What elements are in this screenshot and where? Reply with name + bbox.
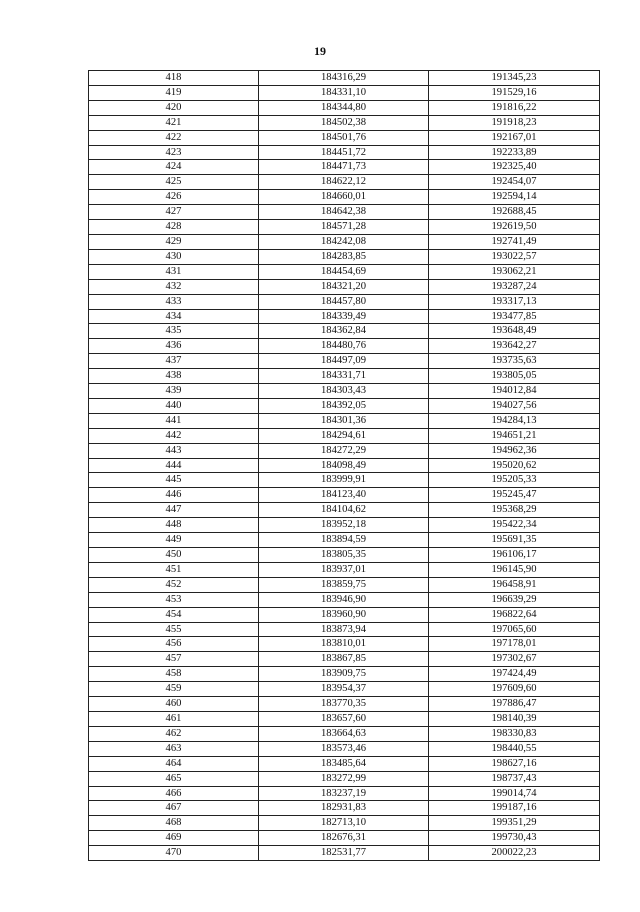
y-coordinate-cell: 194962,36 — [429, 443, 600, 458]
x-coordinate-cell: 184321,20 — [259, 279, 429, 294]
y-coordinate-cell: 196822,64 — [429, 607, 600, 622]
x-coordinate-cell: 183770,35 — [259, 697, 429, 712]
point-number-cell: 452 — [89, 577, 259, 592]
table-row — [89, 309, 600, 324]
table-row — [89, 249, 600, 264]
x-coordinate-cell: 183946,90 — [259, 592, 429, 607]
y-coordinate-cell: 197178,01 — [429, 637, 600, 652]
point-number-cell: 440 — [89, 398, 259, 413]
table-row — [89, 816, 600, 831]
x-coordinate-cell: 183867,85 — [259, 652, 429, 667]
table-row — [89, 413, 600, 428]
point-number-cell: 468 — [89, 816, 259, 831]
y-coordinate-cell: 195422,34 — [429, 518, 600, 533]
table-body — [89, 71, 600, 861]
x-coordinate-cell: 183954,37 — [259, 682, 429, 697]
y-coordinate-cell: 198440,55 — [429, 741, 600, 756]
point-number-cell: 453 — [89, 592, 259, 607]
table-row — [89, 652, 600, 667]
table-row — [89, 443, 600, 458]
point-number-cell: 418 — [89, 71, 259, 86]
table-row — [89, 339, 600, 354]
x-coordinate-cell: 183999,91 — [259, 473, 429, 488]
point-number-cell: 424 — [89, 160, 259, 175]
x-coordinate-cell: 183573,46 — [259, 741, 429, 756]
y-coordinate-cell: 200022,23 — [429, 846, 600, 861]
table-row — [89, 831, 600, 846]
y-coordinate-cell: 198330,83 — [429, 726, 600, 741]
point-number-cell: 421 — [89, 115, 259, 130]
point-number-cell: 462 — [89, 726, 259, 741]
x-coordinate-cell: 184344,80 — [259, 100, 429, 115]
point-number-cell: 465 — [89, 771, 259, 786]
table-row — [89, 801, 600, 816]
point-number-cell: 454 — [89, 607, 259, 622]
y-coordinate-cell: 196145,90 — [429, 562, 600, 577]
table-row — [89, 458, 600, 473]
point-number-cell: 444 — [89, 458, 259, 473]
point-number-cell: 433 — [89, 294, 259, 309]
y-coordinate-cell: 193735,63 — [429, 354, 600, 369]
y-coordinate-cell: 193805,05 — [429, 369, 600, 384]
x-coordinate-cell: 184502,38 — [259, 115, 429, 130]
table-row — [89, 279, 600, 294]
y-coordinate-cell: 192233,89 — [429, 145, 600, 160]
table-row — [89, 741, 600, 756]
y-coordinate-cell: 195245,47 — [429, 488, 600, 503]
table-row — [89, 130, 600, 145]
point-number-cell: 470 — [89, 846, 259, 861]
point-number-cell: 422 — [89, 130, 259, 145]
point-number-cell: 419 — [89, 85, 259, 100]
table-row — [89, 190, 600, 205]
point-number-cell: 461 — [89, 711, 259, 726]
y-coordinate-cell: 191529,16 — [429, 85, 600, 100]
table-row — [89, 85, 600, 100]
table-row — [89, 369, 600, 384]
x-coordinate-cell: 184283,85 — [259, 249, 429, 264]
table-row — [89, 711, 600, 726]
table-row — [89, 682, 600, 697]
y-coordinate-cell: 199730,43 — [429, 831, 600, 846]
y-coordinate-cell: 193477,85 — [429, 309, 600, 324]
y-coordinate-cell: 192741,49 — [429, 234, 600, 249]
point-number-cell: 449 — [89, 533, 259, 548]
x-coordinate-cell: 183805,35 — [259, 548, 429, 563]
y-coordinate-cell: 198737,43 — [429, 771, 600, 786]
coordinates-table — [88, 70, 600, 861]
x-coordinate-cell: 184242,08 — [259, 234, 429, 249]
point-number-cell: 426 — [89, 190, 259, 205]
point-number-cell: 428 — [89, 220, 259, 235]
point-number-cell: 456 — [89, 637, 259, 652]
y-coordinate-cell: 199187,16 — [429, 801, 600, 816]
x-coordinate-cell: 184497,09 — [259, 354, 429, 369]
x-coordinate-cell: 184471,73 — [259, 160, 429, 175]
y-coordinate-cell: 193022,57 — [429, 249, 600, 264]
table-row — [89, 533, 600, 548]
x-coordinate-cell: 184104,62 — [259, 503, 429, 518]
table-row — [89, 697, 600, 712]
x-coordinate-cell: 184457,80 — [259, 294, 429, 309]
table-row — [89, 607, 600, 622]
y-coordinate-cell: 193287,24 — [429, 279, 600, 294]
table-row — [89, 756, 600, 771]
point-number-cell: 460 — [89, 697, 259, 712]
x-coordinate-cell: 183664,63 — [259, 726, 429, 741]
table-row — [89, 294, 600, 309]
table-row — [89, 428, 600, 443]
point-number-cell: 441 — [89, 413, 259, 428]
table-row — [89, 115, 600, 130]
x-coordinate-cell: 184454,69 — [259, 264, 429, 279]
x-coordinate-cell: 184501,76 — [259, 130, 429, 145]
point-number-cell: 420 — [89, 100, 259, 115]
y-coordinate-cell: 193317,13 — [429, 294, 600, 309]
point-number-cell: 467 — [89, 801, 259, 816]
y-coordinate-cell: 198140,39 — [429, 711, 600, 726]
point-number-cell: 448 — [89, 518, 259, 533]
y-coordinate-cell: 197886,47 — [429, 697, 600, 712]
x-coordinate-cell: 184451,72 — [259, 145, 429, 160]
y-coordinate-cell: 198627,16 — [429, 756, 600, 771]
y-coordinate-cell: 193648,49 — [429, 324, 600, 339]
x-coordinate-cell: 184362,84 — [259, 324, 429, 339]
table-row — [89, 548, 600, 563]
x-coordinate-cell: 183952,18 — [259, 518, 429, 533]
point-number-cell: 458 — [89, 667, 259, 682]
page-number: 19 — [314, 44, 326, 58]
x-coordinate-cell: 183909,75 — [259, 667, 429, 682]
y-coordinate-cell: 192594,14 — [429, 190, 600, 205]
x-coordinate-cell: 183272,99 — [259, 771, 429, 786]
y-coordinate-cell: 192167,01 — [429, 130, 600, 145]
point-number-cell: 432 — [89, 279, 259, 294]
x-coordinate-cell: 183894,59 — [259, 533, 429, 548]
point-number-cell: 427 — [89, 205, 259, 220]
table-row — [89, 786, 600, 801]
point-number-cell: 429 — [89, 234, 259, 249]
x-coordinate-cell: 184331,10 — [259, 85, 429, 100]
x-coordinate-cell: 184272,29 — [259, 443, 429, 458]
y-coordinate-cell: 199351,29 — [429, 816, 600, 831]
point-number-cell: 463 — [89, 741, 259, 756]
point-number-cell: 437 — [89, 354, 259, 369]
point-number-cell: 459 — [89, 682, 259, 697]
table-row — [89, 518, 600, 533]
table-row — [89, 503, 600, 518]
table-row — [89, 473, 600, 488]
y-coordinate-cell: 193642,27 — [429, 339, 600, 354]
y-coordinate-cell: 197609,60 — [429, 682, 600, 697]
table-row — [89, 205, 600, 220]
point-number-cell: 431 — [89, 264, 259, 279]
x-coordinate-cell: 184622,12 — [259, 175, 429, 190]
table-row — [89, 175, 600, 190]
point-number-cell: 423 — [89, 145, 259, 160]
point-number-cell: 435 — [89, 324, 259, 339]
x-coordinate-cell: 184642,38 — [259, 205, 429, 220]
point-number-cell: 425 — [89, 175, 259, 190]
x-coordinate-cell: 184316,29 — [259, 71, 429, 86]
table-row — [89, 592, 600, 607]
x-coordinate-cell: 184123,40 — [259, 488, 429, 503]
y-coordinate-cell: 199014,74 — [429, 786, 600, 801]
point-number-cell: 464 — [89, 756, 259, 771]
x-coordinate-cell: 184571,28 — [259, 220, 429, 235]
point-number-cell: 455 — [89, 622, 259, 637]
point-number-cell: 443 — [89, 443, 259, 458]
x-coordinate-cell: 182931,83 — [259, 801, 429, 816]
table-row — [89, 145, 600, 160]
coordinates-table-container — [88, 70, 599, 861]
table-row — [89, 220, 600, 235]
y-coordinate-cell: 191816,22 — [429, 100, 600, 115]
y-coordinate-cell: 194027,56 — [429, 398, 600, 413]
point-number-cell: 445 — [89, 473, 259, 488]
y-coordinate-cell: 191345,23 — [429, 71, 600, 86]
y-coordinate-cell: 196458,91 — [429, 577, 600, 592]
x-coordinate-cell: 183485,64 — [259, 756, 429, 771]
point-number-cell: 446 — [89, 488, 259, 503]
table-row — [89, 354, 600, 369]
x-coordinate-cell: 184480,76 — [259, 339, 429, 354]
point-number-cell: 434 — [89, 309, 259, 324]
table-row — [89, 384, 600, 399]
point-number-cell: 430 — [89, 249, 259, 264]
x-coordinate-cell: 182531,77 — [259, 846, 429, 861]
y-coordinate-cell: 197424,49 — [429, 667, 600, 682]
y-coordinate-cell: 195205,33 — [429, 473, 600, 488]
x-coordinate-cell: 184098,49 — [259, 458, 429, 473]
x-coordinate-cell: 184294,61 — [259, 428, 429, 443]
x-coordinate-cell: 184392,05 — [259, 398, 429, 413]
y-coordinate-cell: 195020,62 — [429, 458, 600, 473]
point-number-cell: 447 — [89, 503, 259, 518]
point-number-cell: 439 — [89, 384, 259, 399]
x-coordinate-cell: 184331,71 — [259, 369, 429, 384]
table-row — [89, 100, 600, 115]
x-coordinate-cell: 184301,36 — [259, 413, 429, 428]
x-coordinate-cell: 184339,49 — [259, 309, 429, 324]
table-row — [89, 160, 600, 175]
table-row — [89, 667, 600, 682]
point-number-cell: 451 — [89, 562, 259, 577]
y-coordinate-cell: 192325,40 — [429, 160, 600, 175]
x-coordinate-cell: 183859,75 — [259, 577, 429, 592]
table-row — [89, 264, 600, 279]
table-row — [89, 71, 600, 86]
y-coordinate-cell: 194651,21 — [429, 428, 600, 443]
table-row — [89, 771, 600, 786]
table-row — [89, 637, 600, 652]
y-coordinate-cell: 197302,67 — [429, 652, 600, 667]
point-number-cell: 442 — [89, 428, 259, 443]
x-coordinate-cell: 183657,60 — [259, 711, 429, 726]
table-row — [89, 488, 600, 503]
table-row — [89, 726, 600, 741]
point-number-cell: 438 — [89, 369, 259, 384]
y-coordinate-cell: 192688,45 — [429, 205, 600, 220]
y-coordinate-cell: 192619,50 — [429, 220, 600, 235]
x-coordinate-cell: 182676,31 — [259, 831, 429, 846]
table-row — [89, 324, 600, 339]
x-coordinate-cell: 182713,10 — [259, 816, 429, 831]
y-coordinate-cell: 195368,29 — [429, 503, 600, 518]
point-number-cell: 469 — [89, 831, 259, 846]
x-coordinate-cell: 184660,01 — [259, 190, 429, 205]
x-coordinate-cell: 183810,01 — [259, 637, 429, 652]
y-coordinate-cell: 194012,84 — [429, 384, 600, 399]
table-row — [89, 398, 600, 413]
table-row — [89, 562, 600, 577]
y-coordinate-cell: 191918,23 — [429, 115, 600, 130]
x-coordinate-cell: 184303,43 — [259, 384, 429, 399]
table-row — [89, 622, 600, 637]
table-row — [89, 846, 600, 861]
table-row — [89, 577, 600, 592]
y-coordinate-cell: 195691,35 — [429, 533, 600, 548]
table-row — [89, 234, 600, 249]
y-coordinate-cell: 192454,07 — [429, 175, 600, 190]
y-coordinate-cell: 193062,21 — [429, 264, 600, 279]
y-coordinate-cell: 196639,29 — [429, 592, 600, 607]
x-coordinate-cell: 183237,19 — [259, 786, 429, 801]
y-coordinate-cell: 194284,13 — [429, 413, 600, 428]
y-coordinate-cell: 196106,17 — [429, 548, 600, 563]
point-number-cell: 450 — [89, 548, 259, 563]
point-number-cell: 466 — [89, 786, 259, 801]
x-coordinate-cell: 183873,94 — [259, 622, 429, 637]
point-number-cell: 457 — [89, 652, 259, 667]
x-coordinate-cell: 183937,01 — [259, 562, 429, 577]
y-coordinate-cell: 197065,60 — [429, 622, 600, 637]
x-coordinate-cell: 183960,90 — [259, 607, 429, 622]
point-number-cell: 436 — [89, 339, 259, 354]
